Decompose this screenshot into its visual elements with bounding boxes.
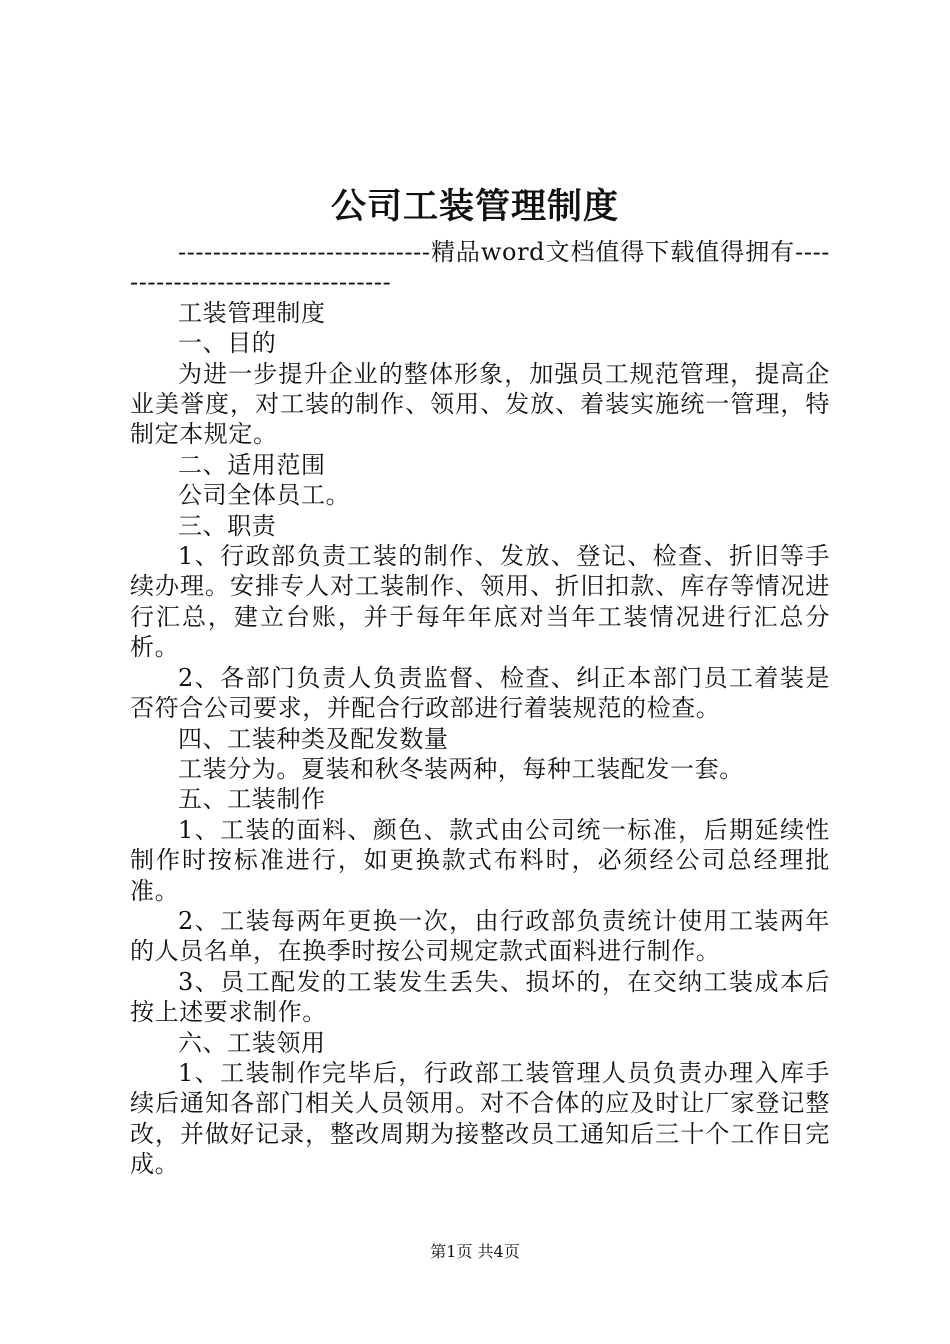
body-paragraph: 1、行政部负责工装的制作、发放、登记、检查、折旧等手续办理。安排专人对工装制作、领用、折旧扣款、库存等情况进行汇总，建立台账，并于每年年底对当年工装情况进行汇总分析。 (130, 542, 830, 662)
body-paragraph: 2、工装每两年更换一次，由行政部负责统计使用工装两年的人员名单，在换季时按公司规定款式面料进行制作。 (130, 906, 830, 966)
body-paragraph: 公司全体员工。 (178, 481, 351, 510)
section-heading: 一、目的 (178, 329, 277, 358)
section-heading: 二、适用范围 (178, 450, 326, 479)
document-body (130, 237, 830, 1180)
body-paragraph: 1、工装制作完毕后，行政部工装管理人员负责办理入库手续后通知各部门相关人员领用。对不合体的应及时让厂家登记整改，并做好记录，整改周期为接整改员工通知后三十个工作日完成。 (130, 1058, 830, 1179)
page-footer: 第1页 共4页 (430, 1242, 520, 1261)
body-paragraph: 3、员工配发的工装发生丢失、损坏的，在交纳工装成本后按上述要求制作。 (130, 967, 830, 1027)
banner-line: -----------------------------精品word文档值得下载值得拥有---------------------------------- (130, 238, 830, 297)
section-heading: 五、工装制作 (178, 785, 326, 814)
body-paragraph: 2、各部门负责人负责监督、检查、纠正本部门员工着装是否符合公司要求，并配合行政部进行着装规范的检查。 (130, 663, 830, 723)
section-heading: 四、工装种类及配发数量 (178, 724, 449, 753)
section-heading: 三、职责 (178, 511, 277, 540)
section-heading: 六、工装领用 (178, 1028, 326, 1057)
document-title: 公司工装管理制度 (330, 186, 619, 227)
body-paragraph: 为进一步提升企业的整体形象，加强员工规范管理，提高企业美誉度，对工装的制作、领用、发放、着装实施统一管理，特制定本规定。 (130, 359, 830, 449)
body-paragraph: 工装分为。夏装和秋冬装两种，每种工装配发一套。 (178, 754, 744, 783)
section-heading: 工装管理制度 (178, 298, 326, 327)
body-paragraph: 1、工装的面料、颜色、款式由公司统一标准，后期延续性制作时按标准进行，如更换款式布料时，必须经公司总经理批准。 (130, 815, 830, 905)
